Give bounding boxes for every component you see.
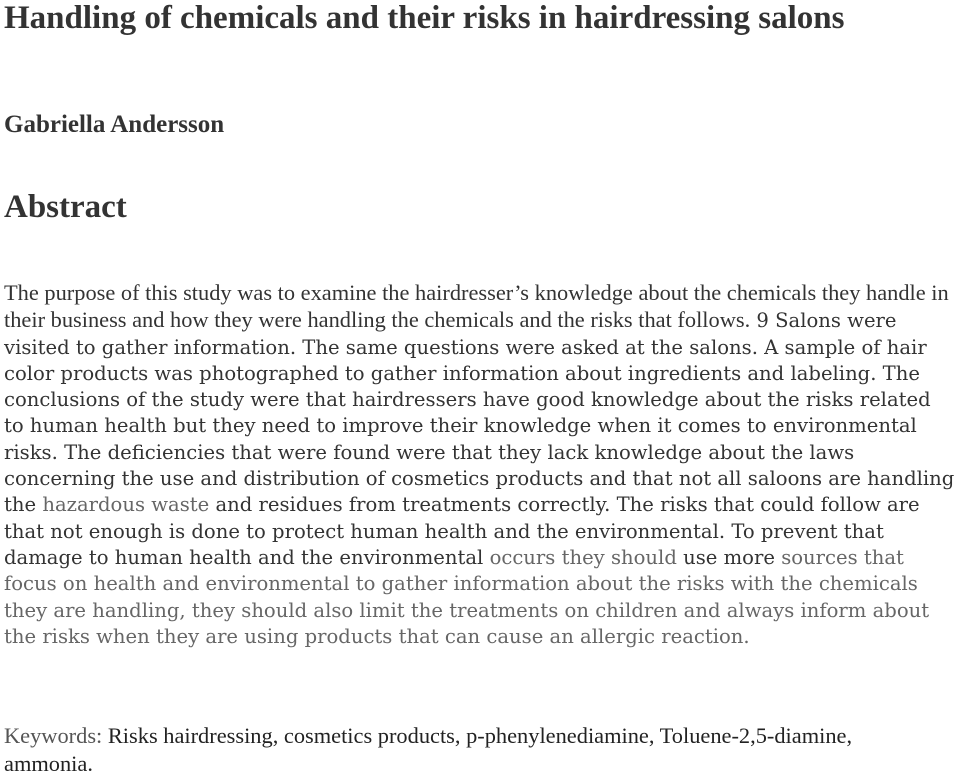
keywords-list: Risks hairdressing, cosmetics products, p-phenylenediamine, Toluene-2,5-diamine, ammonia.: [4, 723, 853, 776]
abstract-highlight-hazardous-waste: hazardous waste: [42, 493, 210, 517]
abstract-body-continued: and residues from treatments correctly. The risks that could follow are that not enough is done to protect human health and the environmental. To prevent that damage to human health and the environmental: [4, 493, 920, 569]
abstract-text: [4, 280, 956, 650]
abstract-use-more: use more: [683, 545, 775, 569]
abstract-heading: Abstract: [4, 189, 127, 225]
author-name: Gabriella Andersson: [4, 111, 225, 138]
keywords-label: Keywords:: [4, 723, 103, 748]
abstract-body-main: 9 Salons were visited to gather information. The same questions were asked at the salons. A sample of hair color products was photographed to gather information about ingredients and labeling. The conclusions of the study were that hairdressers have good knowledge about the risks related to human health but they need to improve their knowledge when it comes to environmental risks. The deficiencies that were found were that they lack knowledge about the laws concerning the use and distribution of cosmetics products and that not all saloons are handling the: [4, 309, 955, 517]
keywords-line: [4, 722, 904, 777]
abstract-highlight-occurs: occurs they should: [489, 545, 677, 569]
abstract-sentence-purpose: The purpose of this study was to examine the hairdresser’s knowledge about the chemicals they handle in their business and how they were handling the chemicals and the risks that follows.: [4, 280, 949, 333]
abstract-closing: sources that focus on health and environmental to gather information about the risks with the chemicals they are handling, they should also limit the treatments on children and always inform about the risks when they are using products that can cause an allergic reaction.: [4, 545, 930, 648]
document-title: Handling of chemicals and their risks in hairdressing salons: [4, 0, 845, 36]
